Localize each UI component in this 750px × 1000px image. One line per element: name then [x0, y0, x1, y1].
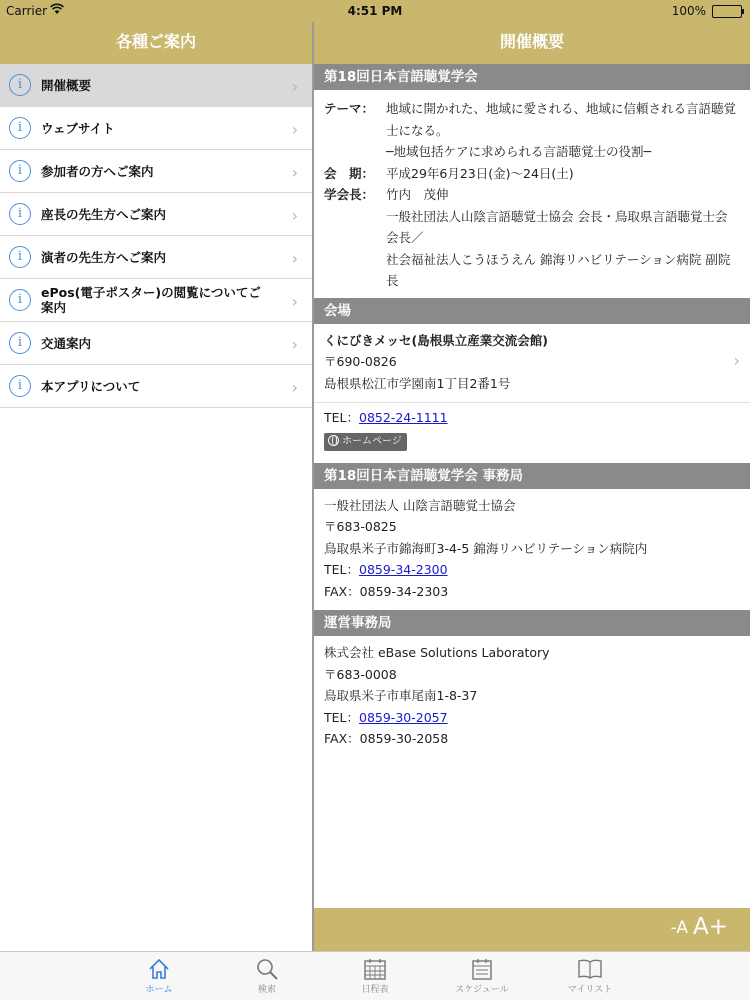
- info-icon: i: [9, 375, 31, 397]
- chevron-right-icon: ›: [733, 350, 740, 370]
- detail-pane: [314, 64, 750, 758]
- venue-tel-row: [314, 403, 750, 429]
- venue-name: くにびきメッセ(島根県立産業交流会館): [324, 332, 548, 348]
- clock: 4:51 PM: [347, 4, 403, 18]
- operations-fax: FAX：0859-30-2058: [324, 731, 449, 746]
- book-icon: [577, 957, 603, 981]
- menu-item-participants[interactable]: [0, 150, 312, 193]
- tab-mylist[interactable]: [550, 952, 630, 1000]
- operations-section-header: 運営事務局: [314, 610, 750, 636]
- carrier-label: Carrier: [6, 4, 48, 18]
- tel-label: TEL：: [324, 410, 359, 425]
- menu-item-about-app[interactable]: [0, 365, 312, 408]
- tab-label: スケジュール: [455, 985, 509, 995]
- calendar-icon: [363, 957, 387, 981]
- tab-timetable[interactable]: [335, 952, 415, 1000]
- menu-item-label: 開催概要: [41, 77, 92, 93]
- tab-label: ホーム: [145, 985, 173, 995]
- tel-label: TEL：: [324, 709, 359, 725]
- search-icon: [255, 957, 279, 981]
- tab-search[interactable]: [227, 952, 307, 1000]
- tab-schedule[interactable]: [442, 952, 522, 1000]
- font-increase-button[interactable]: A+: [692, 914, 728, 940]
- chevron-right-icon: ›: [291, 120, 298, 139]
- tab-bar: [0, 951, 750, 1000]
- president-label: 学会長：: [324, 187, 375, 202]
- menu-item-label: ウェブサイト: [41, 120, 115, 136]
- president-role: 社会福祉法人こうほうえん 錦海リハビリテーション病院 副院長: [386, 251, 731, 288]
- operations-address: 鳥取県米子市車尾南1-8-37: [324, 688, 478, 703]
- battery-percent: 100%: [671, 4, 706, 18]
- menu-item-label: ePos(電子ポスター)の閲覧についてご案内: [41, 285, 261, 315]
- menu-item-label: 座長の先生方へご案内: [41, 206, 167, 222]
- tab-label: マイリスト: [567, 985, 613, 995]
- secretariat-postal: 〒683-0825: [324, 519, 397, 534]
- theme-row: [314, 98, 750, 163]
- president-role: 一般社団法人山陰言語聴覚士協会 会長・鳥取県言語聴覚士会 会長／: [386, 208, 728, 245]
- tel-label: TEL：: [324, 562, 359, 577]
- period-value: 平成29年6月23日(金)〜24日(土): [386, 165, 574, 181]
- chevron-right-icon: ›: [291, 249, 298, 268]
- info-icon: i: [9, 246, 31, 268]
- tab-home[interactable]: [119, 952, 199, 1000]
- tab-label: 検索: [257, 985, 276, 995]
- secretariat-tel-link[interactable]: 0859-34-2300: [359, 562, 448, 577]
- tab-label: 日程表: [361, 985, 389, 995]
- menu-item-overview[interactable]: [0, 64, 312, 107]
- schedule-icon: [470, 957, 494, 981]
- overview-block: [314, 90, 750, 298]
- menu-item-label: 参加者の方へご案内: [41, 163, 154, 179]
- overview-section-header: 第18回日本言語聴覚学会: [314, 64, 750, 90]
- info-icon: i: [9, 160, 31, 182]
- status-bar: [0, 0, 750, 22]
- battery-icon: [712, 5, 742, 18]
- theme-label: テーマ：: [324, 101, 375, 116]
- operations-postal: 〒683-0008: [324, 666, 397, 682]
- venue-section-header: 会場: [314, 298, 750, 324]
- secretariat-org: 一般社団法人 山陰言語聴覚士協会: [324, 497, 516, 513]
- menu-item-speakers[interactable]: [0, 236, 312, 279]
- font-size-toolbar: [314, 908, 750, 951]
- home-icon: [147, 957, 171, 981]
- secretariat-section-header: 第18回日本言語聴覚学会 事務局: [314, 463, 750, 489]
- info-icon: i: [9, 332, 31, 354]
- info-icon: i: [9, 117, 31, 139]
- operations-tel-link[interactable]: 0859-30-2057: [359, 709, 448, 725]
- secretariat-address: 鳥取県米子市錦海町3-4-5 錦海リハビリテーション病院内: [324, 540, 648, 556]
- chevron-right-icon: ›: [291, 206, 298, 225]
- president-row: [314, 184, 750, 292]
- chevron-right-icon: ›: [291, 378, 298, 397]
- chevron-right-icon: ›: [291, 163, 298, 182]
- operations-block: [314, 636, 750, 758]
- venue-tel-link[interactable]: 0852-24-1111: [359, 410, 448, 425]
- font-decrease-button[interactable]: -A: [670, 918, 688, 938]
- operations-org: 株式会社 eBase Solutions Laboratory: [324, 645, 550, 660]
- master-nav-title: 各種ご案内: [0, 22, 312, 64]
- menu-item-label: 演者の先生方へご案内: [41, 249, 167, 265]
- secretariat-block: [314, 489, 750, 611]
- period-label: 会 期：: [324, 165, 375, 181]
- chevron-right-icon: ›: [291, 335, 298, 354]
- menu-item-website[interactable]: [0, 107, 312, 150]
- secretariat-fax: FAX：0859-34-2303: [324, 583, 449, 599]
- venue-map-link[interactable]: [314, 324, 750, 404]
- venue-address: 島根県松江市学園南1丁目2番1号: [324, 375, 511, 391]
- chevron-right-icon: ›: [291, 77, 298, 96]
- theme-text: 地域に開かれた、地域に愛される、地域に信頼される言語聴覚士になる。: [386, 101, 737, 138]
- globe-icon: [328, 435, 339, 446]
- homepage-label: ホームページ: [342, 435, 402, 447]
- info-icon: i: [9, 74, 31, 96]
- venue-postal: 〒690-0826: [324, 354, 397, 369]
- master-list: [0, 64, 312, 408]
- president-name: 竹内 茂伸: [386, 187, 449, 202]
- menu-item-eposter[interactable]: [0, 279, 312, 322]
- detail-nav-title: 開催概要: [314, 22, 750, 64]
- menu-item-label: 本アプリについて: [41, 378, 141, 394]
- chevron-right-icon: ›: [291, 292, 298, 311]
- homepage-button[interactable]: [324, 433, 407, 451]
- info-icon: i: [9, 289, 31, 311]
- theme-subtitle: ─地域包括ケアに求められる言語聴覚士の役割─: [386, 144, 652, 159]
- menu-item-label: 交通案内: [41, 335, 92, 351]
- menu-item-chairs[interactable]: [0, 193, 312, 236]
- menu-item-access[interactable]: [0, 322, 312, 365]
- period-row: [314, 163, 750, 185]
- info-icon: i: [9, 203, 31, 225]
